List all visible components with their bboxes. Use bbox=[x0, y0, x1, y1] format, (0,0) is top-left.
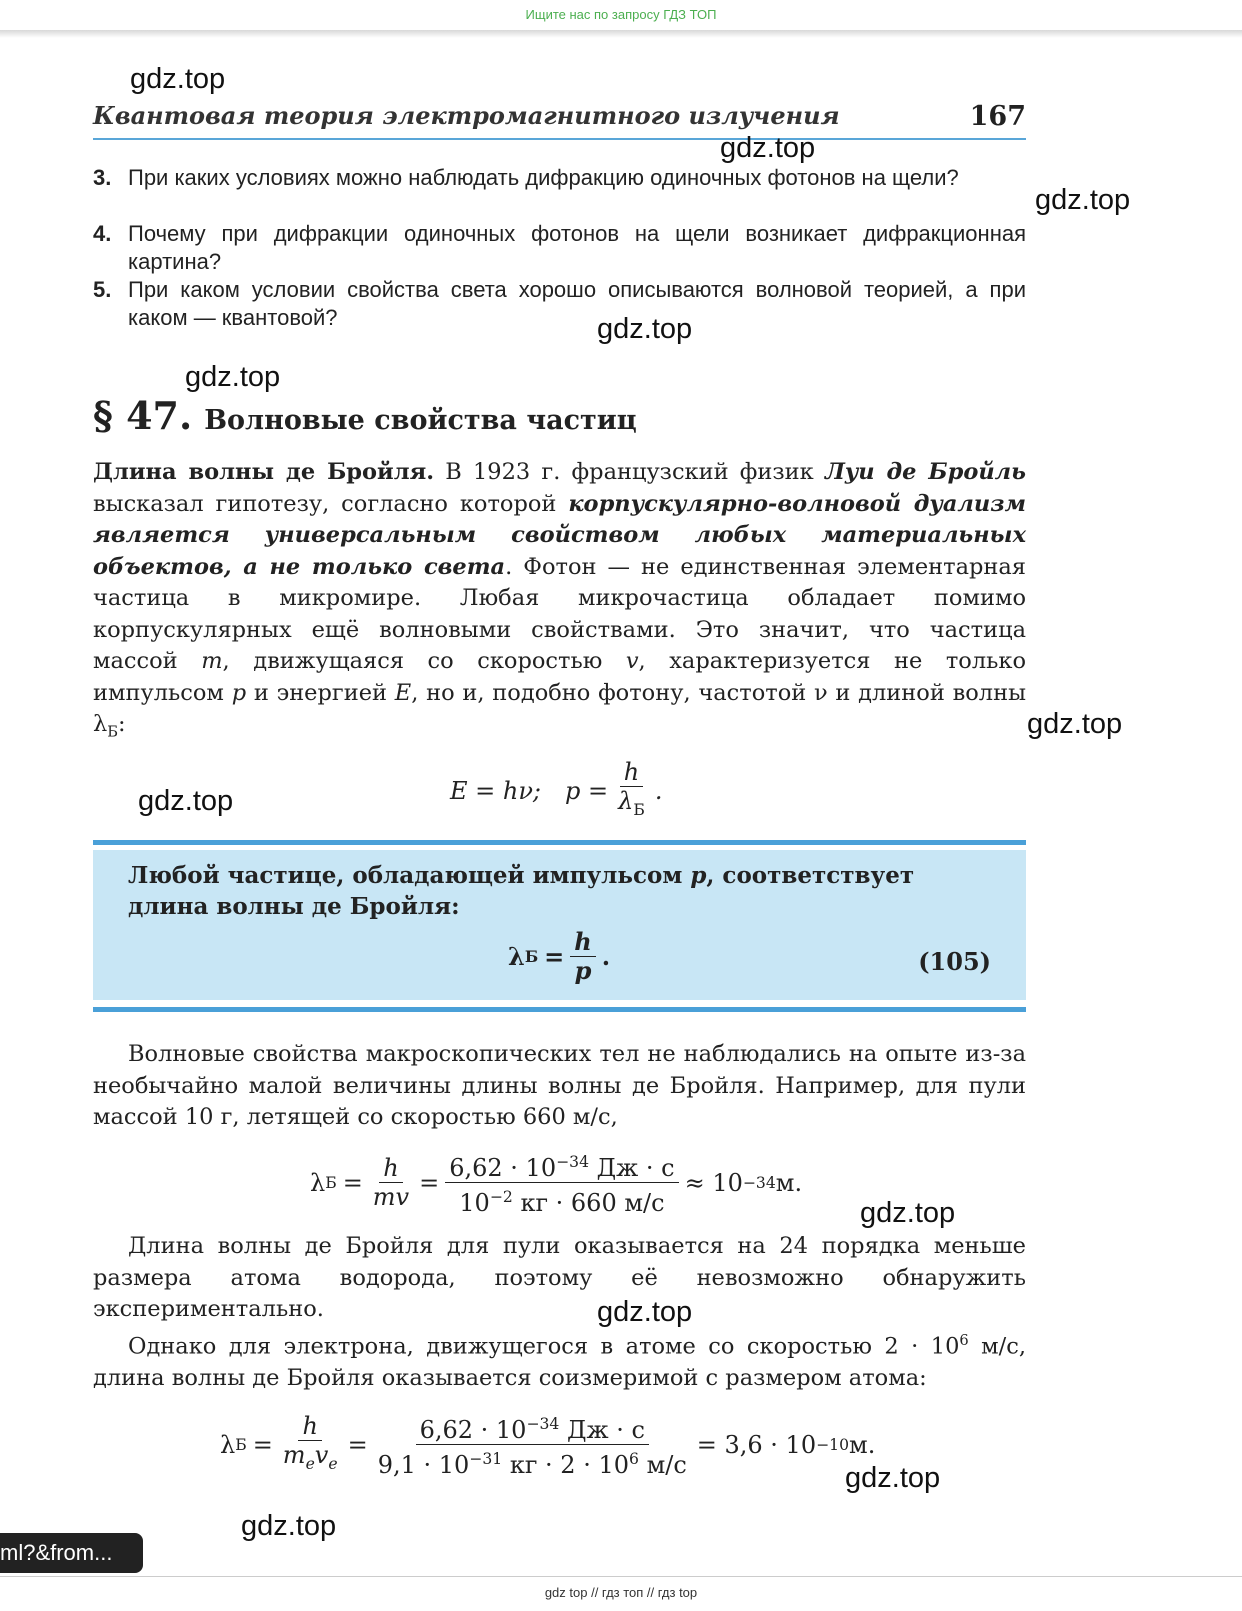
fraction bbox=[445, 1148, 678, 1217]
top-banner[interactable] bbox=[0, 0, 1242, 32]
denominator bbox=[374, 1445, 691, 1479]
text: 6,62 · 10 bbox=[449, 1154, 557, 1182]
paragraph-macroscopic: Волновые свойства макроскопических тел не наблюдались на опыте из-за необычайно малой величины длины волны де Бройля. Например, для пули массой 10 г, летящей со скоростью 660 м/с, bbox=[93, 1041, 1026, 1130]
url-tooltip[interactable] bbox=[0, 1533, 143, 1573]
equation-number: (105) bbox=[918, 947, 991, 976]
intro-paragraph bbox=[93, 457, 1026, 748]
formula-energy-momentum bbox=[450, 758, 662, 824]
text: ≈ 10 bbox=[684, 1168, 743, 1197]
var-m: m bbox=[201, 648, 223, 674]
fraction bbox=[570, 928, 595, 985]
watermark: gdz.top bbox=[241, 1510, 337, 1542]
section-title: Волновые свойства частиц bbox=[204, 405, 637, 436]
bottom-bar-text[interactable]: gdz top // гдз топ // гдз top bbox=[544, 1585, 698, 1600]
text: м/с bbox=[638, 1451, 687, 1479]
watermark: gdz.top bbox=[860, 1197, 956, 1229]
equals: = bbox=[347, 1430, 368, 1459]
formula-part: E = hν; bbox=[450, 776, 542, 805]
subscript: e bbox=[328, 1454, 338, 1473]
text: Дж · с bbox=[559, 1416, 645, 1444]
equals: = bbox=[252, 1430, 273, 1459]
lambda: λ bbox=[508, 942, 525, 971]
superscript: 6 bbox=[959, 1332, 969, 1349]
watermark: gdz.top bbox=[1035, 184, 1131, 216]
watermark: gdz.top bbox=[138, 785, 234, 817]
question-3 bbox=[93, 164, 1026, 192]
numerator bbox=[416, 1410, 649, 1445]
formula-part: p = bbox=[565, 776, 609, 805]
question-text: При каком условии свойства света хорошо описываются волновой теорией, а при каком — квантовой? bbox=[128, 277, 1026, 330]
top-banner-text[interactable]: Ищите нас по запросу ГДЗ ТОП bbox=[525, 7, 717, 22]
text: . Фотон — не единственная элементарная частица в микромире. Любая микрочастица обладает помимо корпускулярных ещё волновыми свойствами. Это значит, что частица массой bbox=[93, 553, 1027, 674]
box-top-rule bbox=[93, 840, 1026, 845]
watermark: gdz.top bbox=[597, 1296, 693, 1328]
text: Однако для электрона, движущегося в атоме со скоростью 2 · 10 bbox=[128, 1333, 960, 1360]
numerator: h bbox=[570, 928, 595, 957]
watermark: gdz.top bbox=[720, 132, 816, 164]
watermark: gdz.top bbox=[597, 313, 693, 345]
paragraph-electron bbox=[93, 1325, 1026, 1395]
section-heading bbox=[93, 393, 637, 438]
page-header bbox=[93, 98, 1026, 140]
superscript: −34 bbox=[526, 1415, 560, 1433]
formula-105 bbox=[508, 928, 610, 985]
paragraph-bullet-result: Длина волны де Бройля для пули оказывается на 24 порядка меньше размера атома водорода, поэтому её невозможно обнаружить экспериментально. bbox=[93, 1233, 1026, 1322]
text: , движущаяся со скоростью bbox=[222, 648, 626, 674]
denominator bbox=[455, 1183, 668, 1217]
fraction bbox=[614, 758, 649, 824]
formula-part: . bbox=[601, 942, 611, 971]
text: 10 bbox=[459, 1189, 490, 1217]
definition-text bbox=[128, 860, 988, 922]
equals: = bbox=[419, 1168, 440, 1197]
text: , но и, подобно фотону, частотой ν и длиной волны λ bbox=[93, 679, 1027, 737]
equals: = bbox=[544, 942, 565, 971]
watermark: gdz.top bbox=[1027, 708, 1123, 740]
denominator: mv bbox=[372, 1183, 410, 1211]
superscript: 6 bbox=[629, 1450, 639, 1468]
equals: = bbox=[342, 1168, 363, 1197]
text: 6,62 · 10 bbox=[419, 1416, 527, 1444]
question-text: Почему при дифракции одиночных фотонов на щели возникает дифракционная картина? bbox=[128, 221, 1026, 274]
denominator bbox=[279, 1441, 342, 1478]
header-title: Квантовая теория электромагнитного излучения bbox=[93, 101, 840, 130]
var-p: p bbox=[231, 679, 247, 706]
text: 9,1 · 10 bbox=[377, 1451, 470, 1479]
text: v bbox=[314, 1440, 329, 1469]
question-text: При каких условиях можно наблюдать дифракцию одиночных фотонов на щели? bbox=[128, 165, 959, 190]
watermark: gdz.top bbox=[130, 63, 226, 95]
superscript: −2 bbox=[489, 1188, 513, 1206]
text: , характеризуется не только импульсом bbox=[93, 648, 1026, 706]
text: = 3,6 · 10 bbox=[696, 1430, 817, 1459]
text: , соответствует длина волны де Бройля: bbox=[128, 862, 915, 920]
text: высказал гипотезу, согласно которой bbox=[93, 490, 569, 517]
text: : bbox=[118, 711, 126, 737]
text: Дж · с bbox=[589, 1154, 675, 1182]
var-e: E bbox=[394, 679, 412, 706]
subscript: Б bbox=[235, 1435, 247, 1454]
text: м. bbox=[775, 1168, 803, 1197]
formula-part: . bbox=[654, 776, 663, 805]
text: В 1923 г. французский физик bbox=[434, 459, 825, 485]
var-p: p bbox=[690, 862, 707, 889]
question-4 bbox=[93, 220, 1026, 276]
denominator bbox=[614, 787, 649, 824]
superscript: −34 bbox=[556, 1153, 590, 1171]
question-number: 4. bbox=[93, 221, 112, 246]
page-number: 167 bbox=[969, 101, 1026, 132]
text: Любой частице, обладающей импульсом bbox=[128, 862, 691, 889]
question-number: 3. bbox=[93, 165, 112, 190]
subscript: Б bbox=[325, 1173, 337, 1192]
var-v: v bbox=[625, 648, 639, 674]
text: m bbox=[282, 1440, 306, 1469]
definition-box bbox=[93, 850, 1026, 1000]
text: м/с, длина волны де Бройля оказывается соизмеримой с размером атома: bbox=[93, 1333, 1026, 1391]
lambda: λ bbox=[310, 1168, 326, 1197]
watermark: gdz.top bbox=[845, 1462, 941, 1494]
hypothesis-italic: корпускулярно-волновой дуализм является универсальным свойством любых материальных объектов, а не только света bbox=[93, 490, 1026, 580]
subscript: e bbox=[305, 1454, 315, 1473]
question-number: 5. bbox=[93, 277, 112, 302]
fraction bbox=[279, 1412, 342, 1478]
box-bottom-rule bbox=[93, 1007, 1026, 1012]
watermark: gdz.top bbox=[185, 361, 281, 393]
question-5 bbox=[93, 276, 1026, 332]
lambda: λ bbox=[220, 1430, 236, 1459]
numerator: h bbox=[620, 758, 643, 787]
text: м. bbox=[849, 1430, 876, 1459]
lambda: λ bbox=[618, 787, 634, 815]
lead-term: Длина волны де Бройля. bbox=[93, 459, 435, 485]
scientist-name: Луи де Бройль bbox=[824, 459, 1026, 485]
bottom-bar[interactable] bbox=[0, 1576, 1242, 1611]
formula-bullet bbox=[310, 1148, 802, 1217]
superscript: −34 bbox=[742, 1173, 776, 1192]
numerator: h bbox=[379, 1154, 402, 1183]
numerator: h bbox=[298, 1412, 321, 1441]
text: и энергией bbox=[246, 679, 395, 706]
top-banner-shadow bbox=[0, 30, 1242, 38]
section-number: § 47. bbox=[93, 393, 193, 438]
subscript: Б bbox=[524, 947, 539, 966]
superscript: −31 bbox=[469, 1450, 503, 1468]
subscript: Б bbox=[107, 723, 119, 741]
subscript: Б bbox=[633, 800, 645, 819]
url-text: ml?&from... bbox=[0, 1540, 113, 1565]
text: кг · 2 · 10 bbox=[502, 1451, 630, 1479]
text: кг · 660 м/с bbox=[512, 1189, 665, 1217]
formula-electron bbox=[220, 1410, 875, 1479]
fraction bbox=[374, 1410, 691, 1479]
fraction bbox=[369, 1154, 413, 1211]
denominator: p bbox=[574, 956, 592, 985]
superscript: −10 bbox=[816, 1435, 850, 1454]
numerator bbox=[445, 1148, 678, 1183]
